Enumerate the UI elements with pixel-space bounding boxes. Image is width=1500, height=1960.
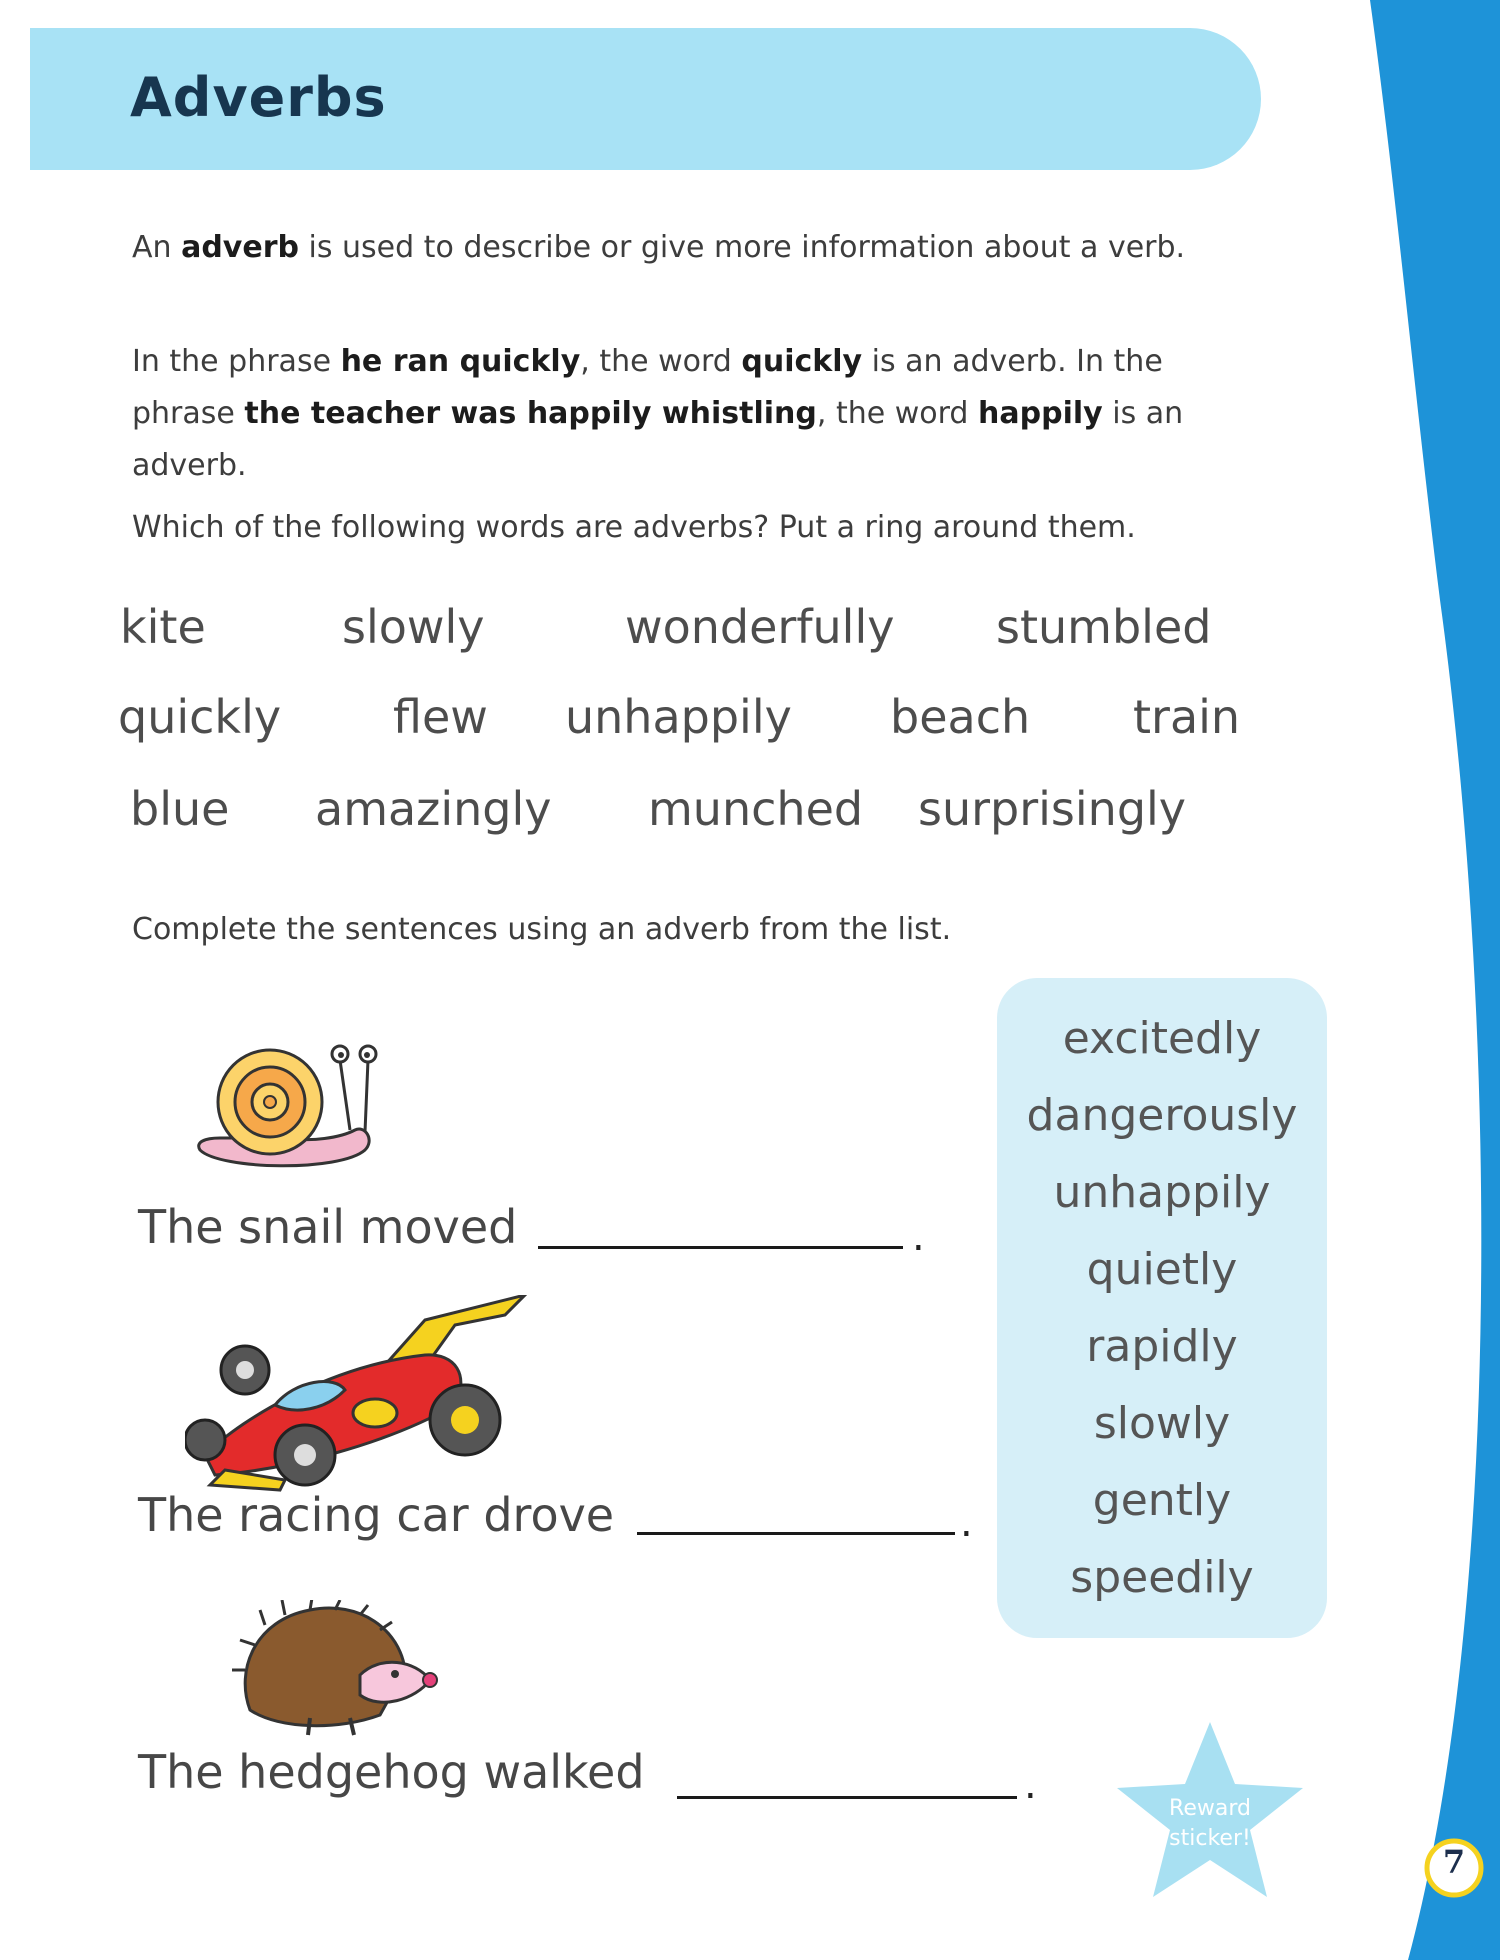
sentence-end: . (912, 1214, 925, 1260)
grid-word[interactable]: train (1133, 690, 1241, 744)
answer-blank[interactable] (637, 1532, 955, 1535)
sentence-end: . (960, 1500, 973, 1546)
word-bank (997, 978, 1327, 1638)
page-number: 7 (1442, 1843, 1466, 1881)
intro-paragraph-1: An adverb is used to describe or give more information about a verb. (132, 230, 1186, 265)
grid-word[interactable]: beach (890, 690, 1031, 744)
exercise-instruction: Complete the sentences using an adverb from the list. (132, 912, 952, 947)
bank-word: excitedly (1062, 1013, 1262, 1064)
bank-word: unhappily (1053, 1167, 1271, 1218)
bank-word: dangerously (1026, 1090, 1298, 1141)
bank-word: quietly (1086, 1244, 1238, 1295)
answer-blank[interactable] (538, 1246, 903, 1249)
sentence-text: The racing car drove (138, 1488, 615, 1542)
sticker-line-2: sticker! (1169, 1826, 1251, 1851)
grid-word[interactable]: quickly (118, 690, 282, 744)
answer-blank[interactable] (677, 1796, 1017, 1799)
side-band (1370, 0, 1500, 1960)
grid-word[interactable]: wonderfully (625, 600, 895, 654)
bank-word: gently (1092, 1475, 1232, 1526)
intro-paragraph-2: In the phrase he ran quickly, the word quickly is an adverb. In the phrase the teacher was happily whistling, the word happily is an adverb. (132, 344, 1184, 483)
racing-car-illustration (185, 1295, 535, 1495)
bank-word: slowly (1093, 1398, 1231, 1449)
grid-word[interactable]: unhappily (565, 690, 792, 744)
grid-word[interactable]: amazingly (315, 782, 552, 836)
grid-word[interactable]: flew (393, 690, 488, 744)
grid-word[interactable]: kite (120, 600, 206, 654)
grid-word[interactable]: blue (130, 782, 230, 836)
grid-word[interactable]: slowly (342, 600, 485, 654)
sentence-text: The hedgehog walked (138, 1745, 645, 1799)
sentence-text: The snail moved (138, 1200, 518, 1254)
grid-word[interactable]: munched (648, 782, 864, 836)
reward-sticker-label (1155, 1794, 1265, 1854)
ring-instruction: Which of the following words are adverbs? Put a ring around them. (132, 510, 1136, 545)
bank-word: speedily (1070, 1552, 1254, 1603)
grid-word[interactable]: surprisingly (918, 782, 1187, 836)
grid-word[interactable]: stumbled (996, 600, 1212, 654)
bank-word: rapidly (1086, 1321, 1238, 1372)
page-title: Adverbs (130, 66, 387, 129)
sentence-end: . (1024, 1762, 1037, 1808)
sticker-line-1: Reward (1169, 1796, 1251, 1821)
hedgehog-illustration (230, 1600, 440, 1740)
snail-illustration (190, 1030, 390, 1180)
